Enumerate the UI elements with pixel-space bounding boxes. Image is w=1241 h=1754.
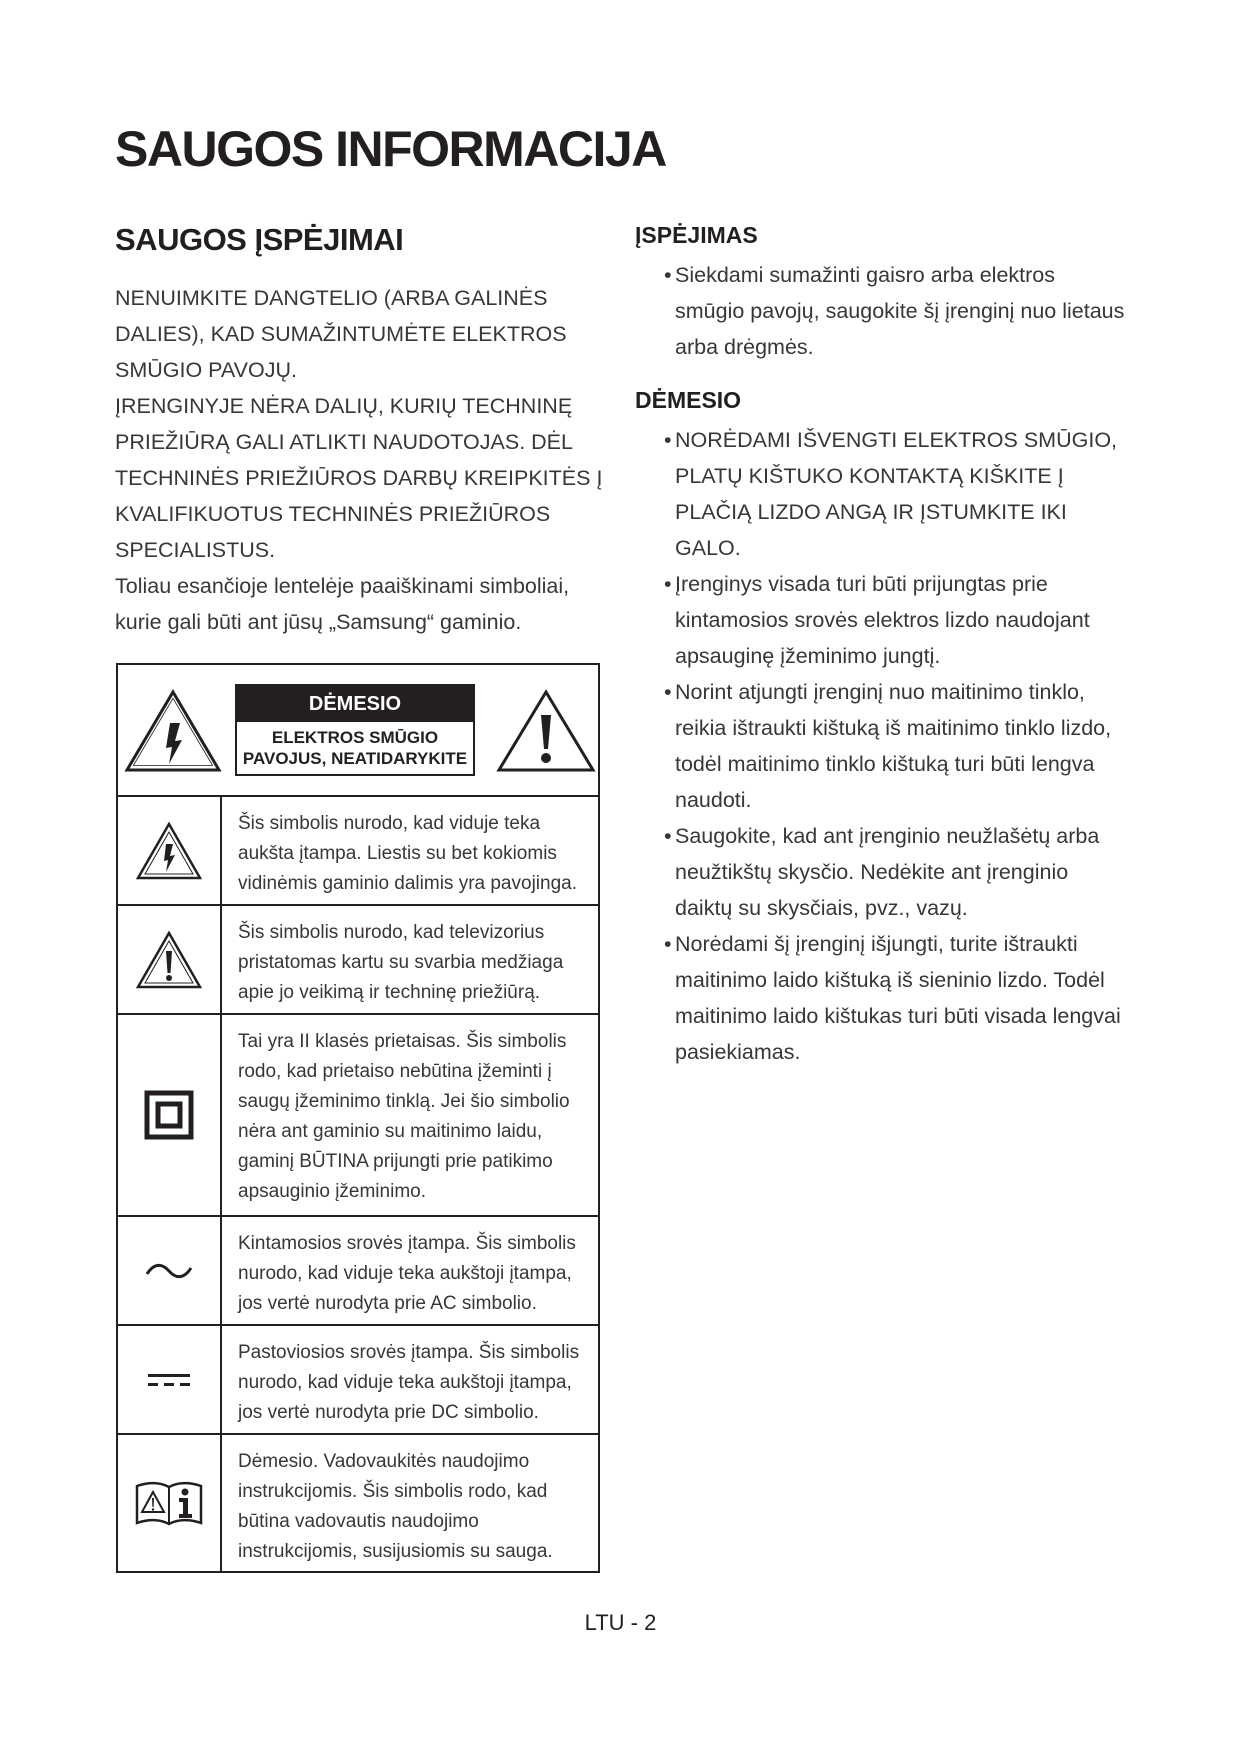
caution-label-text xyxy=(237,722,473,769)
symbols-table xyxy=(116,663,600,1573)
symbol-row xyxy=(118,1015,598,1217)
right-column xyxy=(635,222,1130,1092)
symbol-icon-cell xyxy=(118,906,222,1013)
left-column xyxy=(115,222,615,640)
caution-list xyxy=(635,422,1130,1070)
symbol-description: Šis simbolis nurodo, kad televizorius pristatomas kartu su svarbia medžiaga apie jo veikimą ir techninę priežiūrą. xyxy=(238,922,564,1003)
caution-label-line2: PAVOJUS, NEATIDARYKITE xyxy=(242,749,468,768)
list-item: • NORĖDAMI IŠVENGTI ELEKTROS SMŪGIO, PLATŲ KIŠTUKO KONTAKTĄ KIŠKITE Į PLAČIĄ LIZDO ANGĄ IR ĮSTUMKITE IKI GALO. xyxy=(664,428,1118,560)
symbol-row xyxy=(118,906,598,1015)
symbol-row xyxy=(118,1326,598,1435)
symbol-description: Kintamosios srovės įtampa. Šis simbolis nurodo, kad viduje teka aukštoji įtampa, jos vertė nurodyta prie AC simbolio. xyxy=(238,1233,576,1314)
lightning-triangle-icon xyxy=(124,689,222,773)
symbol-icon-cell xyxy=(118,1015,222,1215)
manual-info-icon xyxy=(134,1480,204,1526)
paragraph-cover-warning: NENUIMKITE DANGTELIO (ARBA GALINĖS DALIES), KAD SUMAŽINTUMĖTE ELEKTROS SMŪGIO PAVOJŲ. xyxy=(115,286,567,382)
caution-label-title: DĖMESIO xyxy=(237,686,473,722)
dc-icon xyxy=(146,1372,192,1388)
list-item: • Saugokite, kad ant įrenginio neužlašėtų arba neužtikštų skysčio. Nedėkite ant įrenginio daiktų su skysčiais, pvz., vazų. xyxy=(664,824,1100,920)
paragraph-table-intro: Toliau esančioje lentelėje paaiškinami simboliai, kurie gali būti ant jūsų „Samsung“ gaminio. xyxy=(115,574,570,634)
list-item: • Siekdami sumažinti gaisro arba elektros smūgio pavojų, saugokite šį įrenginį nuo lietaus arba drėgmės. xyxy=(664,263,1125,359)
section-heading-safety-warnings: SAUGOS ĮSPĖJIMAI xyxy=(115,222,404,257)
list-item: • Įrenginys visada turi būti prijungtas prie kintamosios srovės elektros lizdo naudojant apsauginę įžeminimo jungtį. xyxy=(664,572,1090,668)
symbol-row xyxy=(118,1217,598,1326)
symbol-icon-cell xyxy=(118,797,222,904)
page-number: LTU - 2 xyxy=(584,1610,657,1635)
symbol-icon-cell xyxy=(118,1217,222,1324)
lightning-triangle-icon xyxy=(136,822,202,880)
warning-heading: ĮSPĖJIMAS xyxy=(635,222,758,248)
symbols-table-header xyxy=(118,665,598,797)
symbol-row xyxy=(118,1435,598,1571)
page-title: SAUGOS INFORMACIJA xyxy=(115,121,666,177)
list-item: • Norėdami šį įrenginį išjungti, turite ištraukti maitinimo laido kištuką iš sieninio lizdo. Todėl maitinimo laido kištukas turi būti visada lengvai pasiekiamas. xyxy=(664,932,1121,1064)
exclamation-triangle-icon xyxy=(496,689,596,773)
list-item-text: Įrenginys visada turi būti prijungtas prie kintamosios srovės elektros lizdo naudojant apsauginę įžeminimo jungtį. xyxy=(675,572,1090,668)
list-item-text: Siekdami sumažinti gaisro arba elektros smūgio pavojų, saugokite šį įrenginį nuo lietaus arba drėgmės. xyxy=(675,263,1125,359)
caution-label xyxy=(235,684,475,776)
list-item-text: Saugokite, kad ant įrenginio neužlašėtų arba neužtikštų skysčio. Nedėkite ant įrenginio daiktų su skysčiais, pvz., vazų. xyxy=(675,824,1100,920)
symbol-row xyxy=(118,797,598,906)
ac-wave-icon xyxy=(144,1261,194,1281)
symbol-icon-cell xyxy=(118,1435,222,1571)
list-item-text: NORĖDAMI IŠVENGTI ELEKTROS SMŪGIO, PLATŲ KIŠTUKO KONTAKTĄ KIŠKITE Į PLAČIĄ LIZDO ANGĄ IR ĮSTUMKITE IKI GALO. xyxy=(675,428,1118,560)
symbol-description: Tai yra II klasės prietaisas. Šis simbolis rodo, kad prietaiso nebūtina įžeminti į saugų įžeminimo tinklą. Jei šio simbolio nėra ant gaminio su maitinimo laidu, gaminį BŪTINA prijungti prie patikimo apsauginio įžeminimo. xyxy=(238,1031,570,1202)
warning-list xyxy=(635,257,1130,365)
class-ii-icon xyxy=(144,1090,194,1140)
list-item: • Norint atjungti įrenginį nuo maitinimo tinklo, reikia ištraukti kištuką iš maitinimo tinklo lizdo, todėl maitinimo tinklo kištuką turi būti lengva naudoti. xyxy=(664,680,1112,812)
symbol-icon-cell xyxy=(118,1326,222,1433)
list-item-text: Norėdami šį įrenginį išjungti, turite ištraukti maitinimo laido kištuką iš sieninio lizdo. Todėl maitinimo laido kištukas turi būti visada lengvai pasiekiamas. xyxy=(675,932,1121,1064)
symbol-description: Pastoviosios srovės įtampa. Šis simbolis nurodo, kad viduje teka aukštoji įtampa, jos vertė nurodyta prie DC simbolio. xyxy=(238,1342,580,1423)
symbol-description: Šis simbolis nurodo, kad viduje teka aukšta įtampa. Liestis su bet kokiomis vidinėmis gaminio dalimis yra pavojinga. xyxy=(238,813,577,894)
list-item-text: Norint atjungti įrenginį nuo maitinimo tinklo, reikia ištraukti kištuką iš maitinimo tinklo lizdo, todėl maitinimo tinklo kištuką turi būti lengva naudoti. xyxy=(675,680,1112,812)
caution-heading: DĖMESIO xyxy=(635,387,742,413)
caution-label-line1: ELEKTROS SMŪGIO xyxy=(271,728,439,747)
paragraph-no-user-parts: ĮRENGINYJE NĖRA DALIŲ, KURIŲ TECHNINĘ PRIEŽIŪRĄ GALI ATLIKTI NAUDOTOJAS. DĖL TECHNINĖS PRIEŽIŪROS DARBŲ KREIPKITĖS Į KVALIFIKUOTUS TECHNINĖS PRIEŽIŪROS SPECIALISTUS. xyxy=(115,394,603,562)
exclamation-triangle-icon xyxy=(136,931,202,989)
symbol-description: Dėmesio. Vadovaukitės naudojimo instrukcijomis. Šis simbolis rodo, kad būtina vadovautis naudojimo instrukcijomis, susijusiomis su sauga. xyxy=(238,1451,553,1562)
